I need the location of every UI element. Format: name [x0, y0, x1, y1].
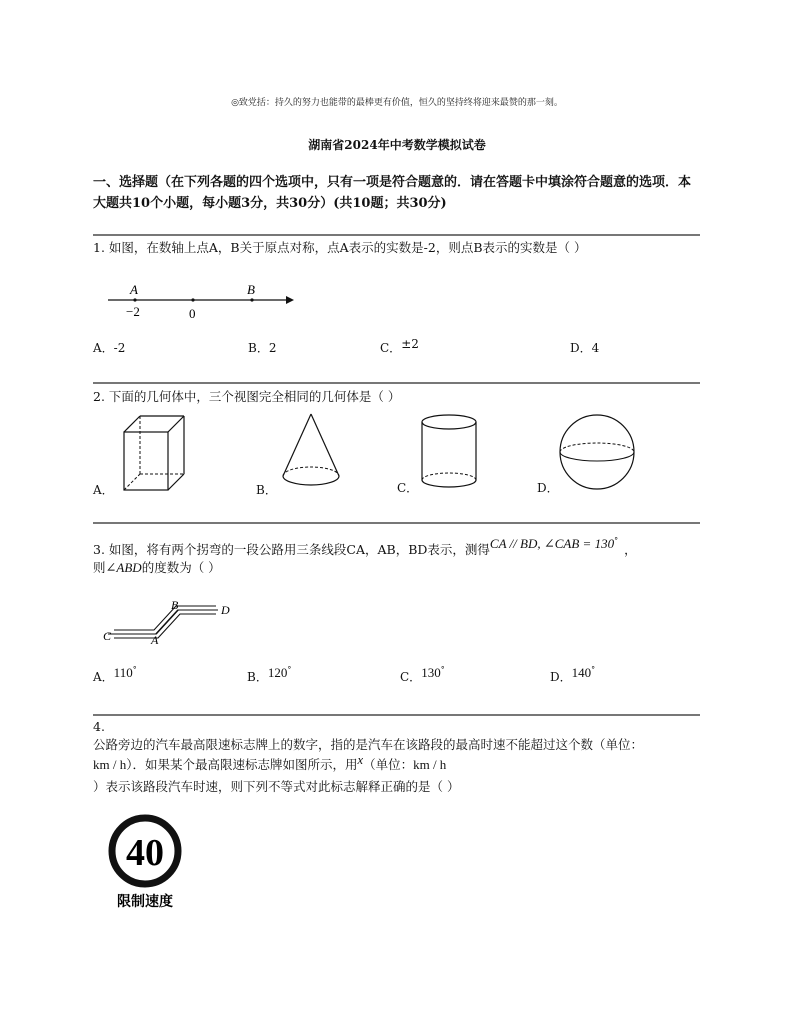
speed-limit-caption: 限制速度	[117, 894, 173, 910]
page-title: 湖南省2024年中考数学模拟试卷	[308, 138, 486, 152]
question-4-number: 4.	[93, 719, 105, 734]
q2-option-a[interactable]: A．	[93, 483, 114, 497]
cone-figure	[278, 410, 344, 490]
speed-limit-sign	[105, 814, 187, 914]
q3-option-b[interactable]: B．120°	[247, 665, 292, 684]
q3-option-c[interactable]: C．130°	[400, 665, 445, 684]
question-4-line3: ）表示该路段汽车时速，则下列不等式对此标志解释正确的是（ ）	[93, 779, 460, 794]
divider	[93, 234, 700, 236]
label-b: B	[171, 598, 179, 612]
q2-option-c[interactable]: C．	[397, 481, 419, 495]
sphere-figure	[556, 411, 638, 493]
cuboid-figure	[118, 410, 190, 494]
question-4-line2: km / h）．如果某个最高限速标志牌如图所示，用x（单位：km / h	[93, 753, 447, 772]
q3-option-d[interactable]: D．140°	[550, 665, 596, 684]
q2-option-d[interactable]: D．	[537, 481, 559, 495]
label-d: D	[221, 603, 230, 617]
divider	[93, 382, 700, 384]
label-a: A	[130, 282, 138, 297]
q1-option-a[interactable]: A．-2	[93, 341, 126, 355]
header-motto: ◎致党括：持久的努力也能带的最棒更有价值，恒久的坚持终将迎来最赞的那一刻。	[231, 98, 563, 108]
divider	[93, 522, 700, 524]
road-figure	[98, 590, 258, 648]
q1-option-c[interactable]: C．±2	[380, 337, 419, 355]
divider	[93, 714, 700, 716]
point-a	[133, 298, 136, 301]
label-b: B	[247, 282, 255, 297]
q2-option-b[interactable]: B．	[256, 483, 277, 497]
question-1-stem: 1. 如图，在数轴上点A，B关于原点对称，点A表示的实数是-2，则点B表示的实数是（ ）	[93, 240, 587, 255]
label-c: C	[103, 629, 112, 643]
point-b	[250, 298, 253, 301]
cylinder-figure	[418, 412, 480, 494]
label-a: A	[151, 633, 159, 647]
q1-option-d[interactable]: D．4	[570, 341, 600, 355]
tick-label-0: 0	[189, 306, 196, 321]
question-3-stem: 3. 如图，将有两个拐弯的一段公路用三条线段CA，AB，BD表示，测得CA // BD, ∠CAB = 130°，	[93, 536, 637, 558]
origin-point	[191, 298, 194, 301]
section-heading: 一、选择题（在下列各题的四个选项中，只有一项是符合题意的．请在答题卡中填涂符合题意的选项．本大题共10个小题，每小题3分，共30分）(共10题；共30分)	[93, 175, 692, 211]
arrow-icon	[286, 296, 294, 304]
speed-limit-number: 40	[126, 832, 164, 874]
question-3-stem-line2: 则∠ABD的度数为（ ）	[93, 560, 221, 575]
parallel-condition: CA // BD, ∠CAB = 130	[489, 536, 615, 552]
question-4-line1: 公路旁边的汽车最高限速标志牌上的数字，指的是汽车在该路段的最高时速不能超过这个数（单位：	[93, 737, 644, 752]
question-2-stem: 2. 下面的几何体中，三个视图完全相同的几何体是（ ）	[93, 389, 401, 404]
tick-label-neg2: −2	[126, 304, 140, 319]
q1-option-b[interactable]: B．2	[248, 341, 277, 355]
q3-option-a[interactable]: A．110°	[93, 665, 137, 684]
number-line-figure	[100, 280, 300, 322]
